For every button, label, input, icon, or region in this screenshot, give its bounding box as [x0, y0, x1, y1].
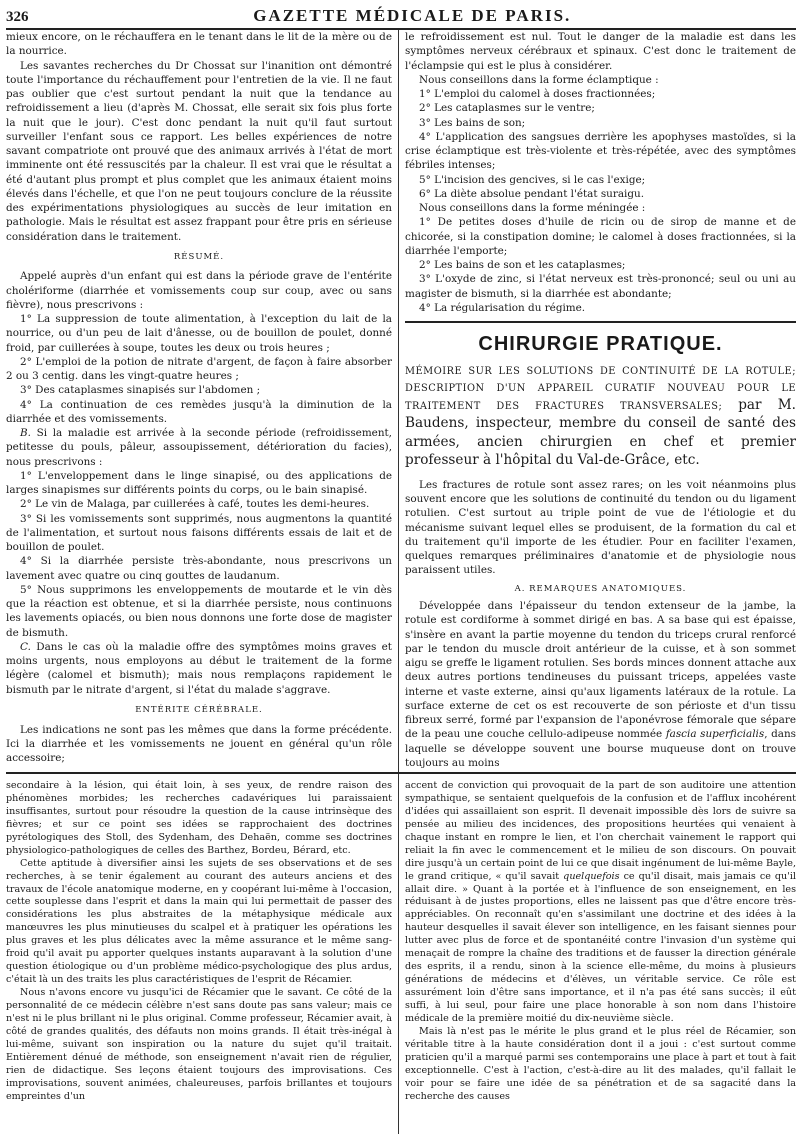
paragraph-text: accent de conviction qui provoquait de la part de son auditoire une attention sympathique, se sentaient quelquefois de la confusion et de l'afflux incohérent d'idées qui assaillaient son esprit. Il devenait impossible dès lors de suivre sa pensée au milieu des incidences, des propositions heurtées qui venaient à chaque instant en rompre le lien, et l'on cherchait vainement le rapport qui reliait la fin avec le commencement et le milieu de son discours. On pouvait dire jusqu'à un certain point de lui ce que disait ingénument de lui-même Bayle, le grand critique, « qu'il savait	[405, 780, 796, 882]
list-item: 1° L'enveloppement dans le linge sinapisé, ou des applications de larges sinapismes sur différents points du corps, ou le bain sinapisé.	[6, 469, 392, 497]
paragraph	[6, 426, 392, 469]
list-item: 3° L'oxyde de zinc, si l'état nerveux est très-prononcé; seul ou uni au magister de bismuth, si la diarrhée est abondante;	[405, 273, 796, 300]
lower-right-column	[399, 774, 796, 1134]
remarques-heading: A. REMARQUES ANATOMIQUES.	[514, 583, 687, 594]
list-item: 4° La régularisation du régime.	[419, 301, 586, 314]
paragraph: Nous conseillons dans la forme méningée :	[419, 202, 646, 214]
page-header	[6, 6, 796, 30]
article-title-main: MÉMOIRE SUR LES SOLUTIONS DE CONTINUITÉ DE LA ROTULE; DESCRIPTION D'UN APPAREIL CURATIF NOUVEAU POUR LE TRAITEMENT DES FRACTURES TRANSVERSALES;	[405, 366, 796, 412]
list-item: 3° Les bains de son;	[419, 116, 526, 129]
list-item: 3° Si les vomissements sont supprimés, nous augmentons la quantité de l'alimentation, et surtout nous faisons différents essais de lait et de bouillon de poulet.	[6, 512, 392, 554]
paragraph: Nous conseillons dans la forme éclamptique :	[419, 73, 659, 86]
list-item: 2° L'emploi de la potion de nitrate d'argent, de façon à faire absorber 2 ou 3 centig. dans les vingt-quatre heures ;	[6, 355, 392, 383]
journal-title: GAZETTE MÉDICALE DE PARIS.	[253, 6, 572, 25]
paragraph: Appelé auprès d'un enfant qui est dans la période grave de l'entérite cholériforme (diarrhée et vomissements coup sur coup, avec ou sans fièvre), nous prescrivons :	[6, 270, 392, 311]
list-item: 2° Le vin de Malaga, par cuillerées à café, toutes les demi-heures.	[20, 498, 370, 511]
paragraph: Nous n'avons encore vu jusqu'ici de Récamier que le savant. Ce côté de la personnalité de ce médecin célèbre n'est sans doute pas sans valeur; mais ce n'est ni le plus brillant ni le plus original. Comme professeur, Récamier avait, à côté de grandes qualités, des défauts non moins grands. Il était très-inégal à lui-même, suivant son inspiration ou la nature du sujet qu'il traitait. Entièrement dénué de méthode, son enseignement n'avait rien de régulier, rien de didactique. Ses leçons étaient toujours des improvisations. Ces improvisations, souvent animées, chaleureuses, parfois brillantes et toujours empreintes d'un	[6, 987, 392, 1102]
paragraph-text: Développée dans l'épaisseur du tendon extenseur de la jambe, la rotule est cordiforme à sommet dirigé en bas. A sa base qui est épaisse, s'insère en avant la partie moyenne du tendon du triceps crural renforcé par le tendon du muscle droit antérieur de la cuisse, et à son sommet aigu se greffe le ligament rotulien. Ses bords minces donnent attache aux deux autres portions tendineuses du puissant triceps, appelées vaste interne et vaste externe, ainsi qu'aux ligaments latéraux de la rotule. La surface externe de cet os est recouverte de son périoste et d'un tissu fibreux serré, formé par l'expansion de l'aponévrose fémorale que sépare de la peau une couche cellulo-adipeuse nommée	[405, 600, 796, 741]
enterite-heading: ENTÉRITE CÉRÉBRALE.	[135, 704, 263, 715]
section-letter: C.	[20, 640, 31, 653]
list-item: 2° Les cataplasmes sur le ventre;	[419, 102, 595, 115]
paragraph	[6, 640, 392, 697]
list-item: 4° L'application des sangsues derrière les apophyses mastoïdes, si la crise éclamptique est très-violente et très-répétée, avec des symptômes fébriles intenses;	[405, 130, 796, 172]
italic-term: fascia superficialis	[665, 728, 765, 741]
paragraph: Les indications ne sont pas les mêmes que dans la forme précédente. Ici la diarrhée et les vomissements ne jouent en général qu'un rôle accessoire;	[6, 723, 392, 765]
section-title: CHIRURGIE PRATIQUE.	[405, 321, 796, 358]
paragraph-text: Si la maladie est arrivée à la seconde période (refroidissement, petitesse du pouls, pâleur, assoupissement, détérioration du facies), nous prescrivons :	[6, 427, 392, 468]
paragraph: Les savantes recherches du Dr Chossat sur l'inanition ont démontré toute l'importance du réchauffement pour l'entretien de la vie. Il ne faut pas oublier que c'est surtout pendant la nuit que la tendance au refroidissement a lieu (d'après M. Chossat, elle serait six fois plus forte la nuit que le jour). C'est donc pendant la nuit qu'il faut surtout surveiller l'enfant sous ce rapport. Les belles expériences de notre savant compatriote ont prouvé que des animaux arrivés à l'état de mort imminente ont été ressuscités par la chaleur. Il est vrai que le résultat a été d'autant plus prompt et plus complet que les animaux étaient moins élevés dans l'échelle, et que l'on ne peut toujours conclure de la réussite des expérimentations physiologiques au succès de leur imitation en pathologie. Mais le résultat est assez frappant pour être pris en sérieuse considération dans le traitement.	[6, 59, 392, 243]
upper-left-column	[6, 30, 399, 772]
paragraph: Les fractures de rotule sont assez rares; on les voit néanmoins plus souvent encore que les solutions de continuité du tendon ou du ligament rotulien. C'est surtout au triple point de vue de l'étiologie et du mécanisme suivant lequel elles se produisent, de la formation du cal et du traitement qu'il importe de les étudier. Pour en faciliter l'examen, quelques remarques préliminaires d'anatomie et de physiologie nous paraissent utiles.	[405, 478, 796, 577]
resume-heading: RÉSUMÉ.	[173, 251, 225, 262]
paragraph: Cette aptitude à diversifier ainsi les sujets de ses observations et de ses recherches, à se tenir également au courant des auteurs anciens et des travaux de l'école anatomique moderne, en y coopérant lui-même à l'occasion, cette souplesse dans l'esprit et dans la main qui lui permettait de passer des considérations les plus abstraites de la métaphysique médicale aux manœuvres les plus minutieuses du scalpel et à pratiquer les opérations les plus graves et les plus délicates avec la même assurance et le même sang-froid qu'il avait pu apporter quelques instants auparavant à la solution d'une question étiologique ou d'un problème médico-psychologique des plus ardus, c'était là un des traits les plus caractéristiques de l'esprit de Récamier.	[6, 857, 392, 986]
list-item: 1° L'emploi du calomel à doses fractionnées;	[419, 88, 656, 100]
section-letter: B.	[20, 427, 31, 440]
paragraph-text: , dans laquelle se développe souvent une bourse muqueuse dont on trouve toujours au moins	[405, 728, 796, 769]
paragraph	[405, 599, 796, 770]
list-item: 1° De petites doses d'huile de ricin ou de sirop de manne et de chicorée, si la constipation domine; le calomel à doses fractionnées, si la diarrhée l'emporte;	[405, 216, 796, 257]
upper-right-column	[399, 30, 796, 772]
paragraph: mieux encore, on le réchauffera en le tenant dans le lit de la mère ou de la nourrice.	[6, 31, 392, 58]
list-item: 4° Si la diarrhée persiste très-abondante, nous prescrivons un lavement avec quatre ou cinq gouttes de laudanum.	[6, 555, 392, 582]
list-item: 3° Des cataplasmes sinapisés sur l'abdomen ;	[20, 384, 261, 397]
paragraph: Mais là n'est pas le mérite le plus grand et le plus réel de Récamier, son véritable titre à la haute considération dont il a joui : c'est surtout comme praticien qu'il a marqué parmi ses contemporains une place à part et tout à fait exceptionnelle. C'est à l'action, c'est-à-dire au lit des malades, qu'il fallait le voir pour se faire une idée de sa pénétration et de sa sagacité dans la recherche des causes	[405, 1025, 796, 1102]
paragraph: secondaire à la lésion, qui était loin, à ses yeux, de rendre raison des phénomènes morbides; les recherches cadavériques lui paraissaient insuffisantes, surtout pour résoudre la question de la cause intrinsèque des fièvres; et sur ce point ses idées se rapprochaient des doctrines pyrétologiques des Stoll, des Sydenham, des Dehaën, comme ses doctrines physiologico-pathologiques de celles des Barthez, Bordeu, Bérard, etc.	[6, 780, 392, 856]
article-title	[405, 362, 796, 469]
list-item: 5° Nous supprimons les enveloppements de moutarde et le vin dès que la réaction est obtenue, et si la diarrhée persiste, nous continuons les lavements opiacés, ou bien nous donnons une forte dose de magister de bismuth.	[6, 583, 392, 639]
list-item: 5° L'incision des gencives, si le cas l'exige;	[419, 173, 646, 186]
article-author: par M. Baudens, inspecteur, membre du conseil de santé des armées, ancien chirurgien en chef et premier professeur à l'hôpital du Val-de-Grâce, etc.	[405, 396, 796, 469]
paragraph	[405, 780, 796, 1026]
paragraph-text: Dans le cas où la maladie offre des symptômes moins graves et moins urgents, nous employons au début le traitement de la forme légère (calomel et bismuth); mais nous remplaçons rapidement le bismuth par le nitrate d'argent, si l'état du malade s'aggrave.	[6, 640, 392, 696]
list-item: 2° Les bains de son et les cataplasmes;	[419, 259, 626, 271]
list-item: 4° La continuation de ces remèdes jusqu'à la diminution de la diarrhée et des vomissements.	[6, 398, 392, 425]
italic-term: quelquefois	[563, 870, 620, 882]
upper-section	[6, 30, 796, 774]
list-item: 6° La diète absolue pendant l'état suraigu.	[419, 187, 645, 200]
paragraph-text: ce qu'il disait, mais jamais ce qu'il allait dire. » Quant à la portée et à l'influence de son enseignement, en les réduisant à de justes proportions, elles ne laissent pas que d'être encore très-appréciables. On reconnaît qu'en s'assimilant une doctrine et des idées à la hauteur desquelles il savait élever son intelligence, en les faisant siennes pour lutter avec plus de force et de spontanéité contre l'invasion d'un système qui menaçait de rompre la chaîne des traditions et de fausser la direction générale des esprits, il a rendu, sinon à la science elle-même, du moins à plusieurs générations de médecins et d'élèves, un véritable service. Ce rôle est assurément loin d'être sans importance, et il n'a pas été sans succès; il eût suffi, à lui seul, pour faire une place honorable à son nom dans l'histoire médicale de la première moitié du dix-neuvième siècle.	[405, 870, 796, 1024]
lower-left-column	[6, 774, 399, 1134]
lower-section	[6, 774, 796, 1134]
page-number: 326	[6, 9, 29, 25]
paragraph: le refroidissement est nul. Tout le danger de la maladie est dans les symptômes nerveux cérébraux et spinaux. C'est donc le traitement de l'éclampsie qui est le plus à considérer.	[405, 31, 796, 72]
list-item: 1° La suppression de toute alimentation, à l'exception du lait de la nourrice, ou d'un peu de lait d'ânesse, ou de bouillon de poulet, donné froid, par cuillerées à soupe, toutes les deux ou trois heures ;	[6, 313, 392, 354]
